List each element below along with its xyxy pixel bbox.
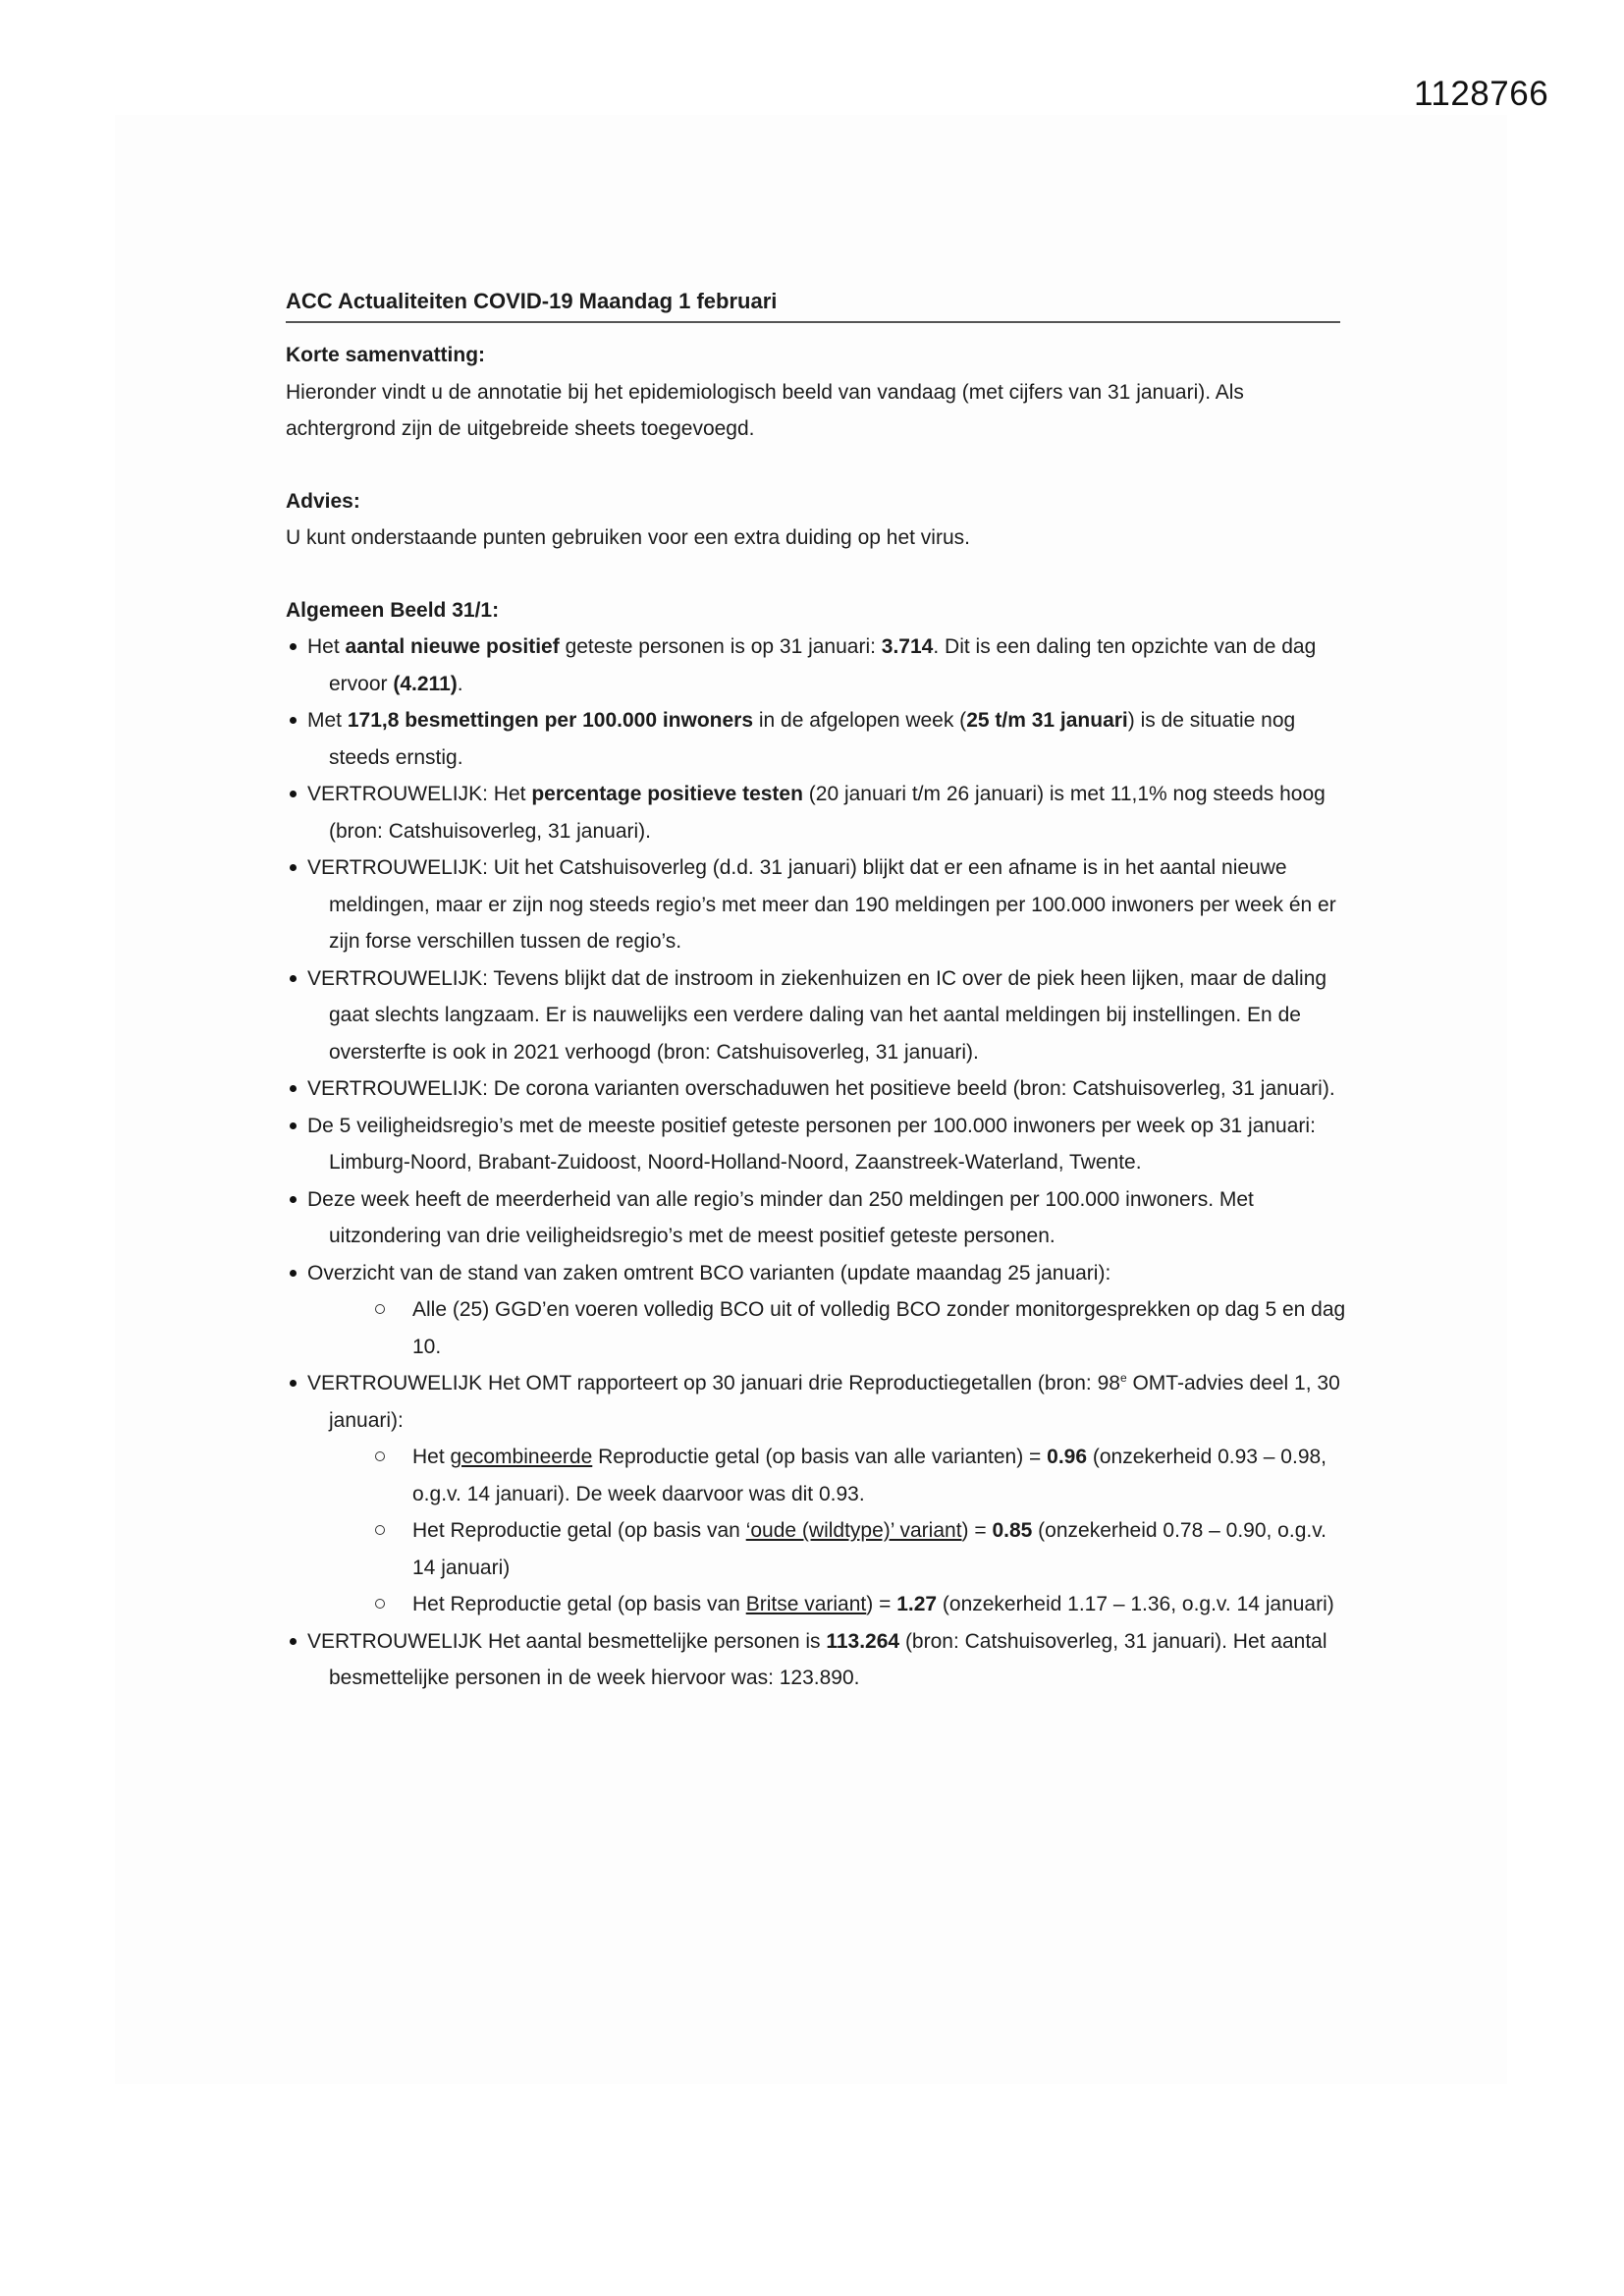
summary-heading: Korte samenvatting: <box>286 344 486 366</box>
bullet-text: Met 171,8 besmettingen per 100.000 inwoners in de afgelopen week (25 t/m 31 januari) is de situatie nog steeds ernstig. <box>307 709 1296 769</box>
bullet-text: Overzicht van de stand van zaken omtrent BCO varianten (update maandag 25 januari): <box>307 1261 1111 1285</box>
bullet-text: De 5 veiligheidsregio’s met de meeste positief geteste personen per 100.000 inwoners per week op 31 januari: Limburg-Noord, Brabant-Zuidoost, Noord-Holland-Noord, Zaanstreek-Waterland, Twente. <box>307 1114 1316 1174</box>
sub-bullet-list <box>286 1439 1346 1623</box>
bullet-text: VERTROUWELIJK: Het percentage positieve testen (20 januari t/m 26 januari) is met 11,1% nog steeds hoog (bron: Catshuisoverleg, 31 januari). <box>307 783 1326 843</box>
summary-text: Hieronder vindt u de annotatie bij het epidemiologisch beeld van vandaag (met cijfers van 31 januari). Als achtergrond zijn de uitgebreide sheets toegevoegd. <box>286 380 1244 440</box>
bullet-text: Het aantal nieuwe positief geteste personen is op 31 januari: 3.714. Dit is een daling ten opzichte van de dag ervoor (4.211). <box>307 635 1317 695</box>
overview-bullet <box>286 1108 1346 1181</box>
overview-bullet <box>286 1623 1346 1697</box>
bullet-text: VERTROUWELIJK: Uit het Catshuisoverleg (d.d. 31 januari) blijkt dat er een afname is in het aantal nieuwe meldingen, maar er zijn nog steeds regio’s met meer dan 190 meldingen per 100.000 inwoners per week én er zijn forse verschillen tussen de regio’s. <box>307 856 1336 953</box>
overview-bullet <box>286 1181 1346 1255</box>
bullet-text: Deze week heeft de meerderheid van alle regio’s minder dan 250 meldingen per 100.000 inwoners. Met uitzondering van drie veiligheidsregio’s met de meest positief geteste personen. <box>307 1187 1254 1247</box>
document-body <box>286 285 1346 1697</box>
overview-bullet <box>286 1070 1346 1108</box>
sub-bullet-list <box>286 1291 1346 1365</box>
document-title: ACC Actualiteiten COVID-19 Maandag 1 februari <box>286 285 1340 323</box>
sub-bullet: Het Reproductie getal (op basis van Britse variant) = 1.27 (onzekerheid 1.17 – 1.36, o.g.v. 14 januari) <box>286 1586 1346 1623</box>
bullet-text: VERTROUWELIJK: De corona varianten overschaduwen het positieve beeld (bron: Catshuisoverleg, 31 januari). <box>307 1077 1335 1100</box>
overview-bullet <box>286 1255 1346 1292</box>
overview-bullet <box>286 849 1346 960</box>
overview-bullet-list <box>286 629 1346 1697</box>
sub-bullet: Het gecombineerde Reproductie getal (op basis van alle varianten) = 0.96 (onzekerheid 0.93 – 0.98, o.g.v. 14 januari). De week daarvoor was dit 0.93. <box>286 1439 1346 1512</box>
bullet-text: VERTROUWELIJK Het aantal besmettelijke personen is 113.264 (bron: Catshuisoverleg, 31 januari). Het aantal besmettelijke personen in de week hiervoor was: 123.890. <box>307 1629 1327 1689</box>
advice-text: U kunt onderstaande punten gebruiken voor een extra duiding op het virus. <box>286 526 970 549</box>
overview-bullet <box>286 702 1346 776</box>
overview-bullet <box>286 960 1346 1071</box>
document-id-stamp: 1128766 <box>1414 75 1549 113</box>
bullet-text: VERTROUWELIJK Het OMT rapporteert op 30 januari drie Reproductiegetallen (bron: 98e OMT-advies deel 1, 30 januari): <box>307 1371 1340 1432</box>
overview-bullet <box>286 629 1346 702</box>
overview-bullet <box>286 1365 1346 1439</box>
sub-bullet: Het Reproductie getal (op basis van ‘oude (wildtype)’ variant) = 0.85 (onzekerheid 0.78 – 0.90, o.g.v. 14 januari) <box>286 1512 1346 1586</box>
advice-heading: Advies: <box>286 489 360 513</box>
overview-bullet <box>286 776 1346 849</box>
sub-bullet: Alle (25) GGD’en voeren volledig BCO uit of volledig BCO zonder monitorgesprekken op dag 5 en dag 10. <box>286 1291 1346 1365</box>
bullet-text: VERTROUWELIJK: Tevens blijkt dat de instroom in ziekenhuizen en IC over de piek heen lijken, maar de daling gaat slechts langzaam. Er is nauwelijks een verdere daling van het aantal meldingen bij instellingen. En de oversterfte is ook in 2021 verhoogd (bron: Catshuisoverleg, 31 januari). <box>307 966 1327 1064</box>
overview-heading: Algemeen Beeld 31/1: <box>286 598 500 622</box>
